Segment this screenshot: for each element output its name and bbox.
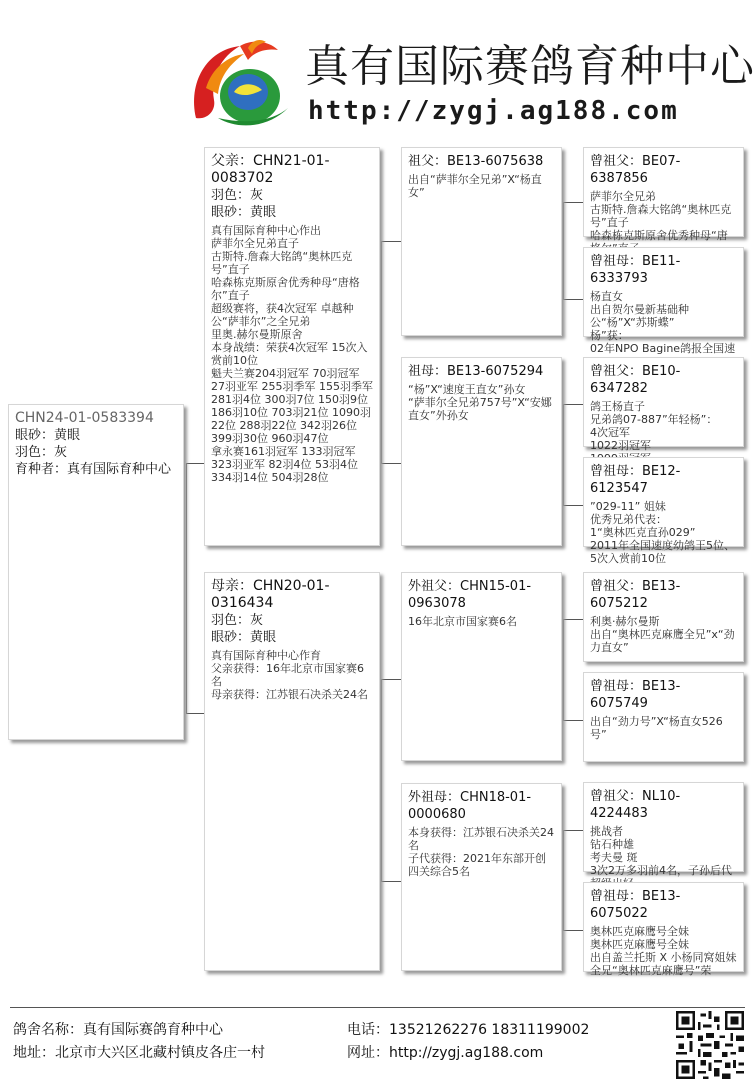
connector-line (381, 679, 382, 881)
grandparent-card (401, 357, 562, 546)
great-grandparent-notes: 鸽王杨直子 兄弟鸽07-887”年轻杨”： 4次冠军 1022羽冠军 (590, 400, 718, 452)
great-grandparent-notes: 杨直女 出自贺尔曼新基础种公“杨”X“苏斯蝶” 杨”获： 02年NPO Bagine鸽报全国速 (590, 290, 736, 355)
connector-line (563, 299, 583, 300)
subject-eye: 眼砂：黄眼 (15, 428, 81, 443)
connector-line (381, 463, 402, 464)
great-grandparent-title: 曾祖母：BE12-6123547 (590, 464, 681, 496)
connector-line (381, 679, 402, 680)
great-grandparent-card (583, 782, 744, 877)
sire-eye: 眼砂：黄眼 (211, 205, 277, 220)
connector-line (563, 202, 583, 203)
great-grandparent-title: 曾祖父：NL10-4224483 (590, 789, 681, 821)
sire-notes: 真有国际育种中心作出 萨菲尔全兄弟直子 古斯特.詹森大铭鸽“奥林匹克号”直子 哈森栋克斯原舍优秀种母“唐格尔”直子 超级赛将，获4次冠军 卓越种公“萨菲尔”之全兄弟 里奥.赫尔曼斯原舍 本身战绩：荣获4次冠军 15次入赏前10位 魁夫兰赛204羽冠军 70羽冠军 27羽亚军 255羽季军 155羽季军 281羽4位 300羽7位 150羽9位 186羽10位 703羽21位 1090羽22位 288羽22位 342羽26位 399羽30位 960羽47位 拿永赛161羽冠军 133羽冠军 323羽亚军 82羽4位 53羽4位 334羽14位 504羽28位 (211, 224, 373, 484)
great-grandparent-title: 曾祖母：BE13-6075749 (590, 679, 681, 711)
footer-website[interactable]: 网址：http://zygj.ag188.com (347, 1045, 544, 1061)
great-grandparent-notes: 挑战者 钻石种雄 考夫曼 斑 3次2万多羽前4名，子孙后代 (590, 825, 732, 877)
great-grandparent-card (583, 672, 744, 762)
connector-line (186, 713, 204, 714)
connector-line (186, 463, 204, 464)
connector-line (563, 830, 564, 930)
connector-line (563, 404, 583, 405)
subject-card (8, 404, 184, 740)
great-grandparent-title: 曾祖父：BE07-6387856 (590, 154, 681, 186)
connector-line (563, 720, 583, 721)
grandparent-notes: 本身获得：江苏银石决杀关24名 子代获得：2021年东部开创四关综合5名 (408, 826, 554, 878)
sire-title: 父亲：CHN21-01-0083702 (211, 153, 330, 186)
great-grandparent-title: 曾祖父：BE13-6075212 (590, 579, 681, 611)
grandparent-title: 祖母：BE13-6075294 (408, 364, 544, 379)
great-grandparent-card (583, 247, 744, 355)
connector-line (563, 619, 583, 620)
dam-title: 母亲：CHN20-01-0316434 (211, 578, 330, 611)
grandparent-card (401, 572, 562, 761)
subject-color: 羽色：灰 (15, 445, 68, 460)
brand-url[interactable]: http://zygj.ag188.com (308, 96, 679, 126)
great-grandparent-notes: 萨菲尔全兄弟 古斯特.詹森大铭鸽“奥林匹克号”直子 哈森栋克斯原舍优秀种母“唐 (590, 190, 732, 242)
grandparent-notes: 出自“萨菲尔全兄弟”X“杨直女” (408, 173, 542, 199)
great-grandparent-title: 曾祖母：BE13-6075022 (590, 889, 681, 921)
grandparent-title: 外祖父：CHN15-01-0963078 (408, 579, 532, 611)
connector-line (563, 404, 564, 505)
grandparent-card (401, 147, 562, 336)
connector-line (381, 241, 402, 242)
great-grandparent-notes: 出自“劲力号”X“杨直女526号” (590, 715, 723, 741)
great-grandparent-title: 曾祖母：BE11-6333793 (590, 254, 681, 286)
great-grandparent-notes: 奥林匹克麻鹰号全妹 奥林匹克麻鹰号全妹 出自盖兰托斯 X 小杨同窝姐妹 全兄“奥林匹克麻鹰号”荣 (590, 925, 737, 977)
brand-name: 真有国际赛鸽育种中心 (305, 41, 755, 92)
brand-logo-icon (188, 38, 298, 130)
footer-loft-name: 鸽舍名称：真有国际赛鸽育种中心 (13, 1022, 223, 1038)
subject-ring: CHN24-01-0583394 (15, 410, 154, 426)
great-grandparent-title: 曾祖父：BE10-6347282 (590, 364, 681, 396)
great-grandparent-card (583, 147, 744, 242)
connector-line (563, 930, 583, 931)
great-grandparent-notes: ”029-11” 姐妹 优秀兄弟代表： 1“奥林匹克直孙029” 2011年全国速度幼鸽王5位、5次入赏前10位 (590, 500, 735, 565)
footer-phone: 电话：13521262276 18311199002 (347, 1022, 590, 1038)
connector-line (563, 830, 583, 831)
great-grandparent-card (583, 882, 744, 977)
great-grandparent-card (583, 457, 744, 565)
subject-breeder: 育种者：真有国际育种中心 (15, 462, 172, 477)
footer-address: 地址：北京市大兴区北藏村镇皮各庄一村 (13, 1045, 265, 1061)
grandparent-title: 祖父：BE13-6075638 (408, 154, 544, 169)
connector-line (186, 463, 187, 713)
connector-line (381, 241, 382, 463)
sire-color: 羽色：灰 (211, 188, 264, 203)
connector-line (563, 505, 583, 506)
great-grandparent-card (583, 572, 744, 662)
connector-line (563, 202, 564, 299)
grandparent-card (401, 783, 562, 971)
grandparent-title: 外祖母：CHN18-01-0000680 (408, 790, 532, 822)
dam-eye: 眼砂：黄眼 (211, 630, 277, 645)
footer-divider (10, 1007, 745, 1008)
dam-notes: 真有国际育种中心作育 父亲获得：16年北京市国家赛6名 母亲获得：江苏银石决杀关24名 (211, 649, 368, 701)
dam-color: 羽色：灰 (211, 613, 264, 628)
qr-code-icon[interactable] (676, 1011, 744, 1079)
great-grandparent-card (583, 357, 744, 452)
dam-card (204, 572, 380, 971)
grandparent-notes: 16年北京市国家赛6名 (408, 615, 517, 628)
great-grandparent-notes: 利奥·赫尔曼斯 出自“奥林匹克麻鹰全兄”x“劲力直女” (590, 615, 735, 654)
connector-line (381, 881, 402, 882)
grandparent-notes: “杨”X“速度王直女”孙女 “萨菲尔全兄弟757号”X“安娜直女”外孙女 (408, 383, 552, 422)
connector-line (563, 619, 564, 720)
sire-card (204, 147, 380, 546)
